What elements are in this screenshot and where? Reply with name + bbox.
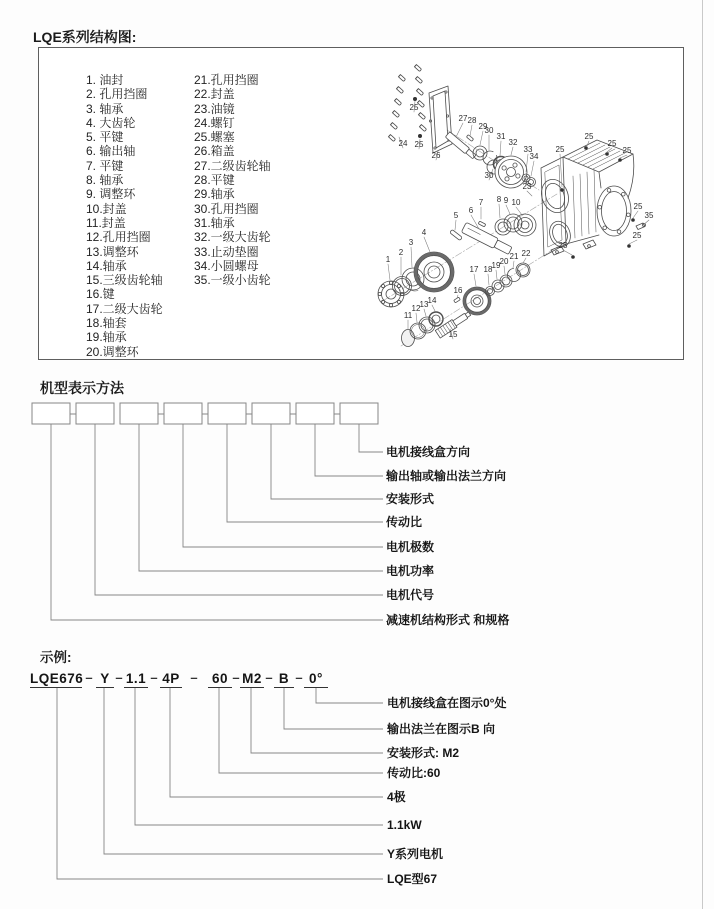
part-number-label: 28 <box>467 116 477 125</box>
designation-label: 输出轴或输出法兰方向 <box>386 469 507 483</box>
code-segment: B <box>274 671 294 688</box>
screw-cluster <box>388 64 426 141</box>
part-number-label: 25 <box>414 140 424 149</box>
designation-label: 减速机结构形式 和规格 <box>386 613 510 627</box>
code-segment: Y <box>96 671 114 688</box>
part-item: 31.轴承 <box>194 215 235 230</box>
part-number-label: 25 <box>607 139 617 148</box>
part-number-label: 14 <box>427 296 437 305</box>
housing-screw-dots <box>560 146 635 259</box>
example-label: 4极 <box>387 790 406 804</box>
designation-label: 传动比 <box>386 515 423 529</box>
part-item: 7. 平键 <box>86 158 124 173</box>
part-item: 19.轴承 <box>86 330 127 345</box>
part-number-label: 33 <box>523 145 533 154</box>
part-number-label: 25 <box>584 132 594 141</box>
code-separator: – <box>232 670 240 685</box>
part-item: 34.小圆螺母 <box>194 258 259 273</box>
part-item: 32.一级大齿轮 <box>194 230 271 245</box>
part-item: 12.孔用挡圈 <box>86 230 151 245</box>
housing-26-body <box>537 140 646 259</box>
example-label: LQE型67 <box>387 872 438 886</box>
example-label: Y系列电机 <box>387 847 444 861</box>
part-number-label: 15 <box>448 330 458 339</box>
part-item: 22.封盖 <box>194 87 235 102</box>
part-number-label: 21 <box>509 252 519 261</box>
part-item: 3. 轴承 <box>86 101 124 116</box>
example-label: 电机接线盒在图示0°处 <box>387 696 507 710</box>
structure-diagram-title: LQE系列结构图: <box>33 29 137 45</box>
part-number-label: 25 <box>633 202 643 211</box>
part-number-label: 29 <box>478 122 488 131</box>
part-number-label: 26 <box>431 151 441 160</box>
designation-leader-lines <box>51 424 383 620</box>
part-number-label: 32 <box>508 138 518 147</box>
code-segment: M2 <box>240 671 264 688</box>
part-item: 24.螺钉 <box>194 115 235 130</box>
part-number-label: 10 <box>511 198 521 207</box>
part-item: 35.一级小齿轮 <box>194 273 271 288</box>
designation-label: 电机接线盒方向 <box>386 445 471 459</box>
part-number-label: 31 <box>496 132 506 141</box>
part-number-label: 34 <box>529 152 539 161</box>
code-separator: – <box>150 670 158 685</box>
part-item: 5. 平键 <box>86 130 124 145</box>
part-item: 13.调整环 <box>86 244 139 259</box>
part-item: 33.止动垫圈 <box>194 244 259 259</box>
part-item: 8. 轴承 <box>86 173 124 188</box>
exploded-view-drawing <box>39 48 681 357</box>
part-item: 14.轴承 <box>86 258 127 273</box>
part-number-label: 18 <box>483 265 493 274</box>
code-segment: 1.1 <box>125 671 147 686</box>
example-label: 输出法兰在图示B 向 <box>387 722 496 736</box>
part-item: 9. 调整环 <box>86 187 136 202</box>
code-separator: – <box>265 670 273 685</box>
structure-diagram-frame <box>38 47 684 360</box>
part-number-label: 17 <box>469 265 479 274</box>
part-item: 4. 大齿轮 <box>86 115 136 130</box>
part-item: 29.轴承 <box>194 187 235 202</box>
part-item: 18.轴套 <box>86 316 127 331</box>
part-item: 15.三级齿轮轴 <box>86 273 163 288</box>
part-item: 23.油镜 <box>194 101 235 116</box>
part-item: 30.孔用挡圈 <box>194 201 259 216</box>
part-number-label: 6 <box>468 206 474 215</box>
example-tree-diagram <box>30 688 390 888</box>
part-item: 27.二级齿轮轴 <box>194 158 271 173</box>
code-separator: – <box>295 670 303 685</box>
part-number-label: 25 <box>622 146 632 155</box>
part-number-label: 22 <box>521 249 531 258</box>
part-item: 21.孔用挡圈 <box>194 73 259 87</box>
part-number-label: 30 <box>484 126 494 135</box>
part-number-label: 9 <box>503 196 509 205</box>
part-item: 2. 孔用挡圈 <box>86 87 148 102</box>
example-label: 传动比:60 <box>387 766 441 780</box>
code-segment: 4P <box>160 671 182 688</box>
part-number-label: 13 <box>419 300 429 309</box>
example-label: 1.1kW <box>387 818 422 832</box>
flange-bolt-holes <box>378 281 404 307</box>
designation-tree-diagram <box>30 400 390 632</box>
part-number-label: 25 <box>632 231 642 240</box>
part-number-label: 2 <box>398 248 404 257</box>
part-number-label: 1 <box>385 255 391 264</box>
example-title: 示例: <box>40 650 72 665</box>
part-item: 1. 油封 <box>86 73 124 87</box>
designation-label: 电机极数 <box>386 540 435 554</box>
part-number-label: 20 <box>499 257 509 266</box>
part-number-label: 25 <box>558 241 568 250</box>
part-number-label: 25 <box>555 145 565 154</box>
code-segment: 60 <box>208 671 232 688</box>
part-number-label: 7 <box>478 198 484 207</box>
part-number-label: 16 <box>453 286 463 295</box>
part-item: 11.封盖 <box>86 215 126 230</box>
part-number-label: 27 <box>458 114 468 123</box>
code-segment: 0° <box>304 671 328 688</box>
code-separator: – <box>85 670 93 685</box>
part-item: 25.螺塞 <box>194 130 235 145</box>
part-number-label: 11 <box>403 311 413 320</box>
cover-plate-26 <box>429 86 452 153</box>
part-number-label: 23 <box>522 182 532 191</box>
part-item: 28.平键 <box>194 173 235 188</box>
part-item: 26.箱盖 <box>194 144 235 159</box>
part-number-label: 30 <box>484 171 494 180</box>
part-item: 16.键 <box>86 287 115 302</box>
designation-label: 电机代号 <box>386 588 435 602</box>
part-item: 20.调整环 <box>86 344 139 359</box>
part-number-label: 12 <box>411 304 421 313</box>
designation-label: 电机功率 <box>386 564 435 578</box>
part-number-label: 8 <box>496 195 502 204</box>
part-number-label: 24 <box>398 139 408 148</box>
part-item: 17.二级大齿轮 <box>86 301 163 316</box>
part-number-label: 4 <box>421 228 427 237</box>
part-item: 10.封盖 <box>86 201 127 216</box>
part-number-label: 25 <box>409 103 419 112</box>
part-number-label: 19 <box>491 261 501 270</box>
part-number-label: 35 <box>644 211 654 220</box>
designation-method-title: 机型表示方法 <box>40 380 124 396</box>
designation-label: 安装形式 <box>386 492 435 506</box>
part-number-label: 5 <box>453 211 459 220</box>
code-separator: – <box>190 670 198 685</box>
part-item: 6. 输出轴 <box>86 144 136 159</box>
part-number-label: 3 <box>408 238 414 247</box>
example-label: 安装形式: M2 <box>387 746 460 760</box>
code-separator: – <box>115 670 123 685</box>
scan-page-edge <box>702 0 703 909</box>
code-segment: LQE676 <box>30 671 84 686</box>
